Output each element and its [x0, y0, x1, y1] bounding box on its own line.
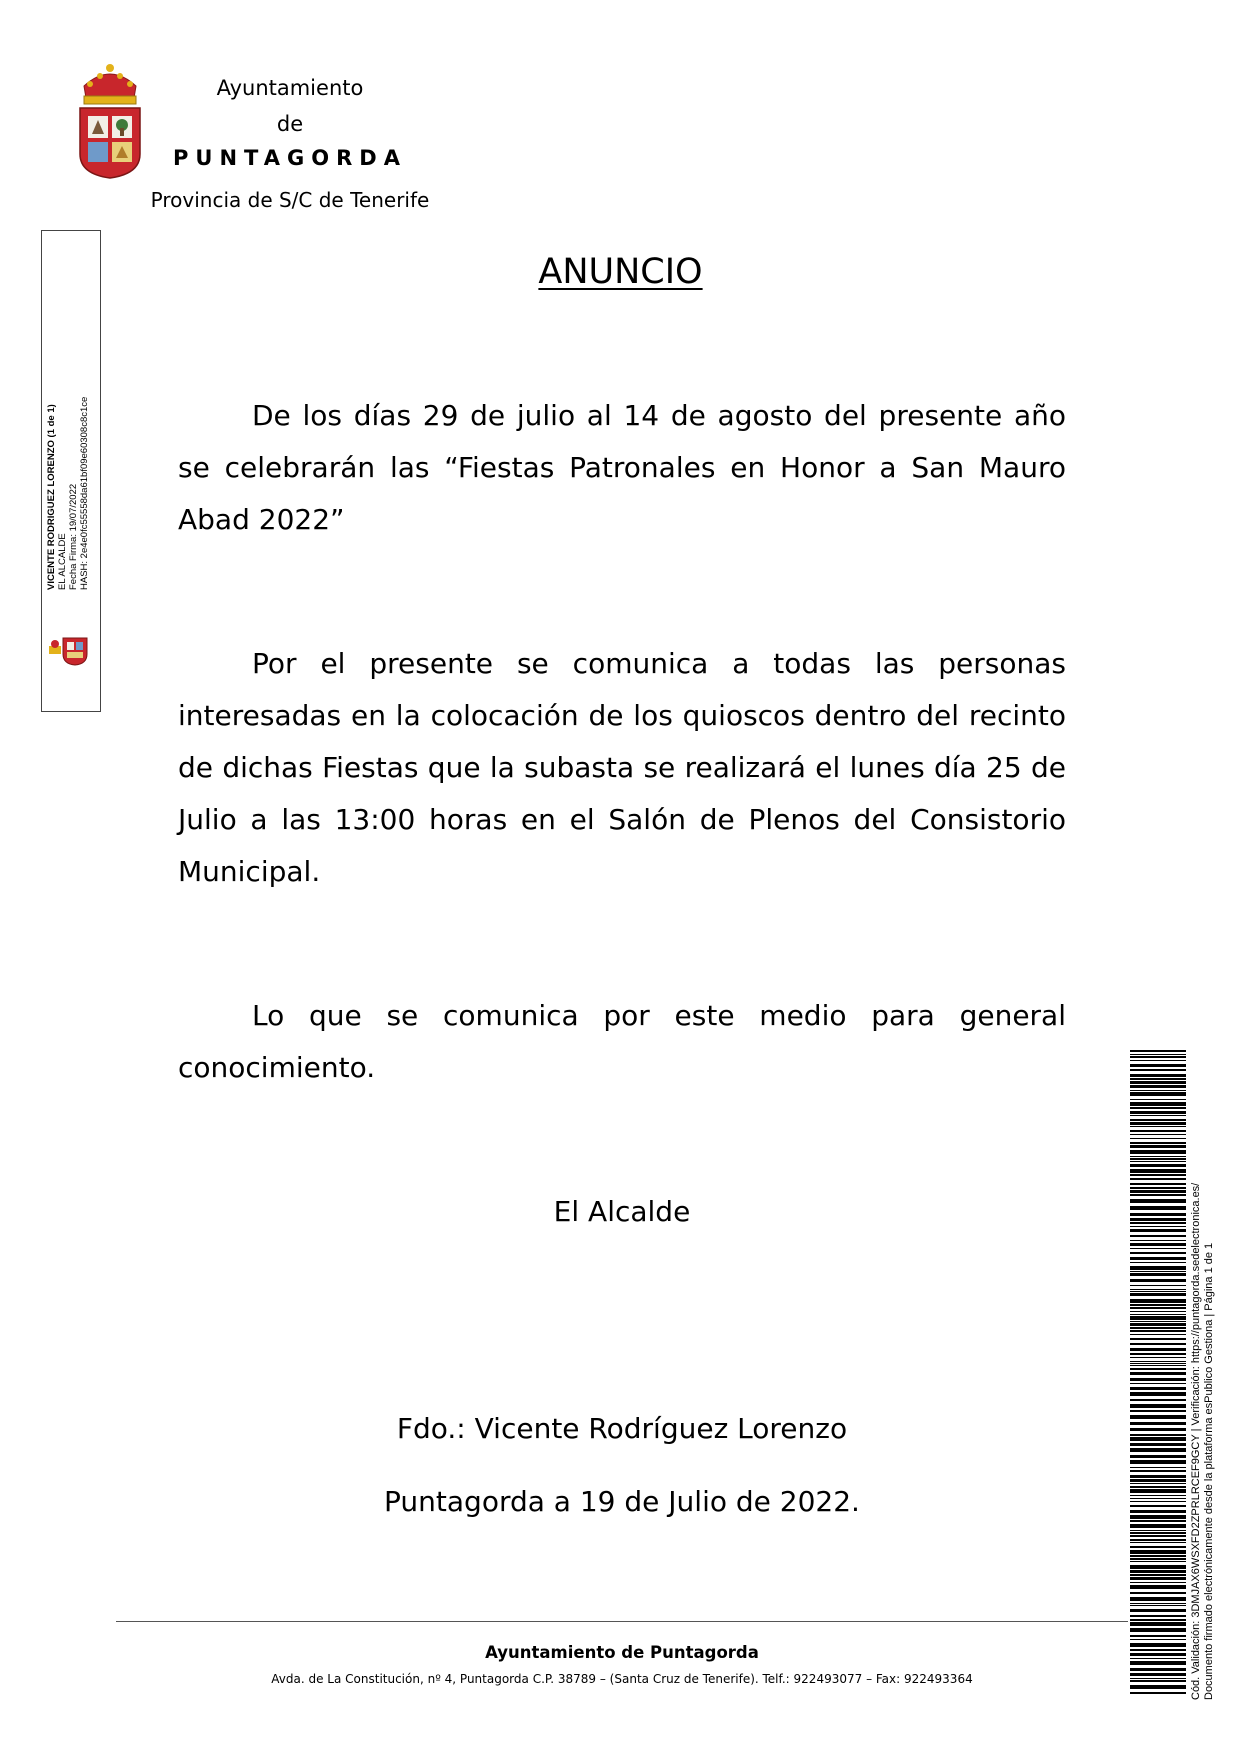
- municipal-crest-logo: [76, 62, 144, 180]
- validation-platform: Documento firmado electrónicamente desde la plataforma esPublico Gestiona | Página 1 de 1: [1203, 1242, 1215, 1700]
- header-puntagorda: PUNTAGORDA: [173, 146, 407, 170]
- paragraph-conocimiento: Lo que se comunica por este medio para general conocimiento.: [178, 999, 1066, 1084]
- header-de: de: [276, 112, 304, 136]
- signature-name: VICENTE RODRIGUEZ LORENZO (1 de 1): [46, 404, 57, 590]
- footer-divider: [116, 1621, 1128, 1622]
- header-provincia: Provincia de S/C de Tenerife: [150, 188, 430, 212]
- page-title: ANUNCIO: [538, 252, 703, 292]
- signature-details: [46, 170, 90, 590]
- place-date: Puntagorda a 19 de Julio de 2022.: [384, 1485, 860, 1518]
- footer-address: Avda. de La Constitución, nº 4, Puntagorda C.P. 38789 – (Santa Cruz de Tenerife). Telf.: 922493077 – Fax: 922493364: [271, 1672, 973, 1686]
- footer-organization: Ayuntamiento de Puntagorda: [485, 1643, 759, 1662]
- paragraph-subasta: Por el presente se comunica a todas las personas interesadas en la colocación de los quioscos dentro del recinto de dichas Fiestas que la subasta se realizará el lunes día 25 de Julio a las 13:00 horas en el Salón de Plenos del Consistorio Municipal.: [178, 647, 1066, 888]
- signature-hash: HASH: 2e4e0fc55558da61bf09e60308c8c1ce: [79, 396, 90, 590]
- paragraph-fiestas: De los días 29 de julio al 14 de agosto del presente año se celebrarán las “Fiestas Patronales en Honor a San Mauro Abad 2022”: [178, 399, 1066, 536]
- signer-title: El Alcalde: [553, 1195, 691, 1228]
- validation-code: Cód. Validación: 3DMJAX6WSXFD2ZPRLRCEF9GCY | Verificación: https://puntagorda.sedelectronica.es/: [1190, 1182, 1202, 1700]
- signature-role: EL ALCALDE: [57, 533, 68, 590]
- signature-crest-icon: [47, 632, 97, 666]
- signature-date: Fecha Firma: 19/07/2022: [68, 483, 79, 590]
- validation-text: [1190, 1100, 1216, 1700]
- header-ayuntamiento: Ayuntamiento: [216, 76, 364, 100]
- validation-barcode: [1130, 1050, 1186, 1698]
- signed-by: Fdo.: Vicente Rodríguez Lorenzo: [396, 1412, 848, 1445]
